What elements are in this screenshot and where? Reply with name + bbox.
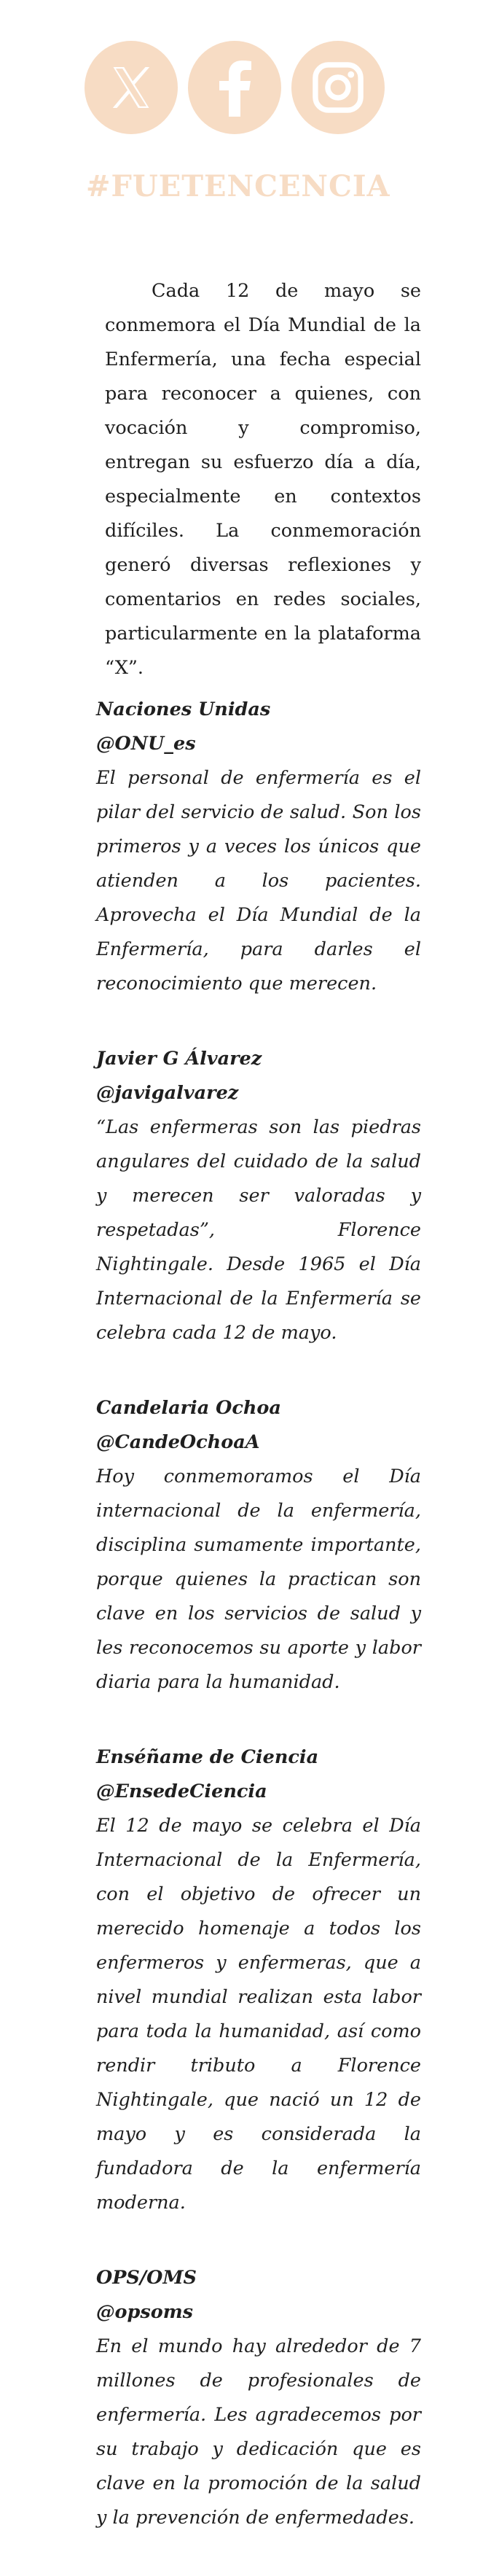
post-text: El 12 de mayo se celebra el Día Internacional de la Enfermería, con el objetivo de ofrecer un merecido homenaje a todos los enfermeros y enfermeras, que a nivel mundial realizan esta labor para toda la humanidad, así como rendir tributo a Florence Nightingale, que nació un 12 de mayo y es considerada la fundadora de la enfermería moderna. — [96, 1815, 421, 2214]
post-item — [96, 1042, 421, 1350]
posts-list — [96, 693, 421, 2576]
intro-paragraph: Cada 12 de mayo se conmemora el Día Mundial de la Enfermería, una fecha especial para reconocer a quienes, con vocación y compromiso, entregan su esfuerzo día a día, especialmente en contextos difíciles. La conmemoración generó diversas reflexiones y comentarios en redes sociales, particularmente en la plataforma “X”. — [105, 280, 421, 679]
facebook-icon[interactable] — [188, 41, 281, 134]
post-item — [96, 693, 421, 1001]
post-item — [96, 1391, 421, 1700]
x-logo-icon[interactable] — [85, 41, 178, 134]
social-icons-row — [85, 41, 385, 134]
post-text: En el mundo hay alrededor de 7 millones de profesionales de enfermería. Les agradecemos por su trabajo y dedicación que es clave en la promoción de la salud y la prevención de enfermedades. — [96, 2335, 421, 2529]
post-author-name: Candelaria Ochoa — [96, 1397, 281, 1419]
post-author-handle[interactable]: @CandeOchoaA — [96, 1431, 260, 1453]
post-text: “Las enfermeras son las piedras angulares del cuidado de la salud y merecen ser valoradas y respetadas”, Florence Nightingale. Desde 1965 el Día Internacional de la Enfermería se celebra cada 12 de mayo. — [96, 1116, 421, 1344]
instagram-icon[interactable] — [291, 41, 385, 134]
post-author-handle[interactable]: @ONU_es — [96, 733, 196, 755]
post-author-handle[interactable]: @opsoms — [96, 2301, 194, 2323]
post-author-handle[interactable]: @EnsedeCiencia — [96, 1781, 267, 1802]
post-text: Hoy conmemoramos el Día internacional de la enfermería, disciplina sumamente importante, porque quienes la practican son clave en los servicios de salud y les reconocemos su aporte y labor diaria para la humanidad. — [96, 1466, 421, 1693]
post-author-name: Naciones Unidas — [96, 699, 271, 720]
post-item — [96, 2261, 421, 2535]
post-author-handle[interactable]: @javigalvarez — [96, 1082, 239, 1104]
post-item — [96, 1740, 421, 2220]
post-text: El personal de enfermería es el pilar del servicio de salud. Son los primeros y a veces los únicos que atienden a los pacientes. Aprovecha el Día Mundial de la Enfermería, para darles el reconocimiento que merecen. — [96, 767, 421, 995]
post-author-name: Enséñame de Ciencia — [96, 1746, 319, 1768]
post-author-name: Javier G Álvarez — [96, 1048, 262, 1070]
post-author-name: OPS/OMS — [96, 2267, 197, 2289]
hashtag-title: #FUETENCENCIA — [86, 169, 390, 203]
